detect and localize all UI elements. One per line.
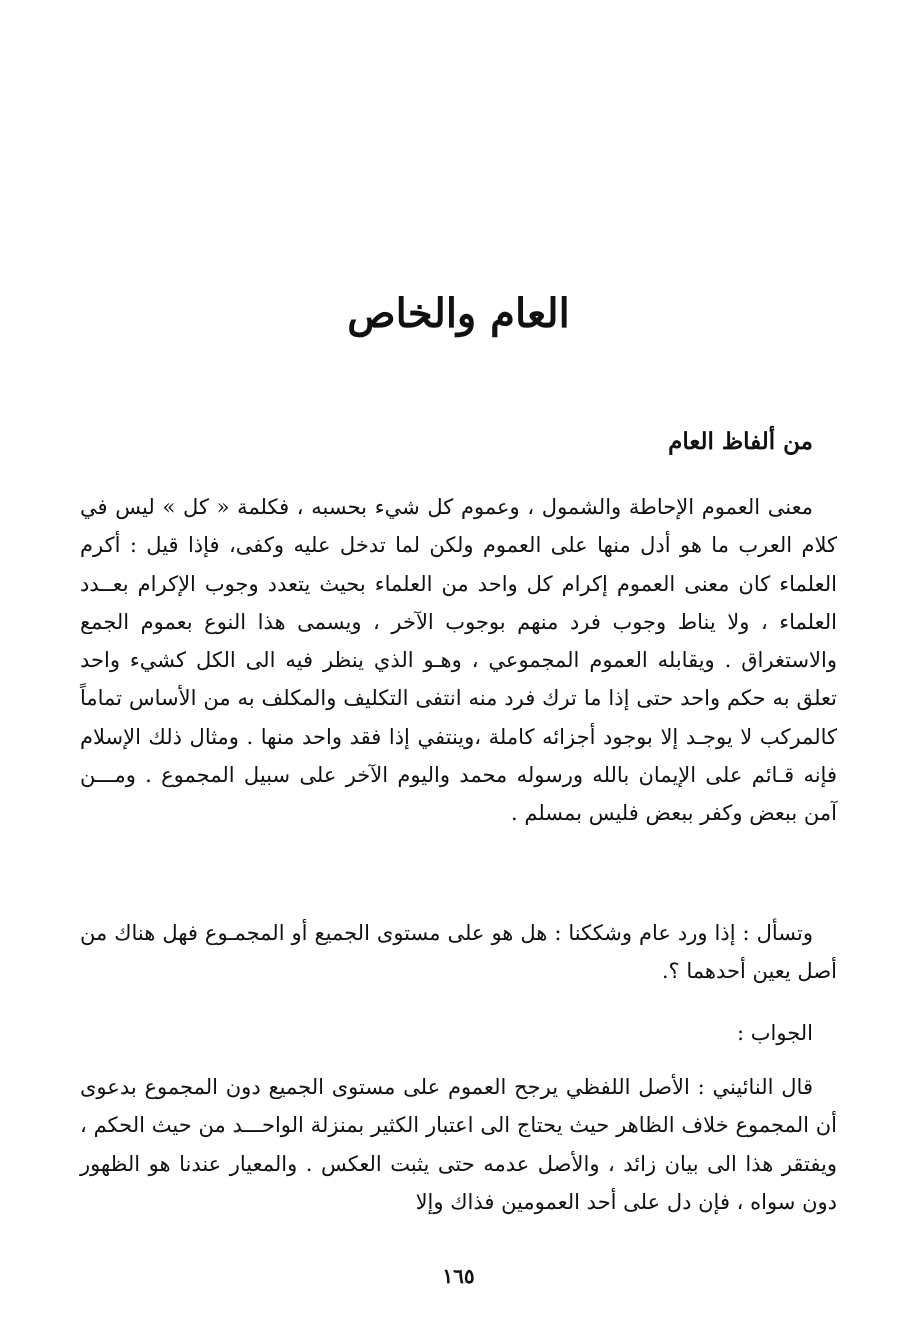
section-subheading: من ألفاظ العام	[668, 428, 813, 455]
paragraph-generality-meaning: معنى العموم الإحاطة والشمول ، وعموم كل شيء بحسبه ، فكلمة « كل » ليس في كلام العرب ما هو أدل منها على العموم ولكن لما تدخل عليه وكفى، فإذا قيل : أكرم العلماء كان معنى العموم إكرام كل واحد من العلماء بحيث يتعدد وجوب الإكرام بعــدد العلماء ، ولا يناط وجوب فرد منهم بوجوب الآخر ، ويسمى هذا النوع بعموم الجمع والاستغراق . ويقابله العموم المجموعي ، وهـو الذي ينظر فيه الى الكل كشيء واحد تعلق به حكم واحد حتى إذا ما ترك فرد منه انتفى التكليف والمكلف به من الأساس تماماً كالمركب لا يوجـد إلا بوجود أجزائه كاملة ،وينتفي إذا فقد واحد منها . ومثال ذلك الإسلام فإنه قـائم على الإيمان بالله ورسوله محمد واليوم الآخر على سبيل المجموع . ومـــن آمن ببعض وكفر ببعض فليس بمسلم .	[80, 495, 837, 826]
paragraph-answer-label: الجواب :	[737, 1021, 813, 1045]
paragraph-question: وتسأل : إذا ورد عام وشككنا : هل هو على مستوى الجميع أو المجمـوع فهل هناك من أصل يعين أحدهما ؟.	[80, 921, 837, 984]
page-number: ١٦٥	[442, 1264, 475, 1288]
paragraph-naini-view: قال النائيني : الأصل اللفظي يرجح العموم على مستوى الجميع دون المجموع بدعوى أن المجموع خلاف الظاهر حيث يحتاج الى اعتبار الكثير بمنزلة الواحـــد من حيث الحكم ، ويفتقر هذا الى بيان زائد ، والأصل عدمه حتى يثبت العكس . والمعيار عندنا هو الظهور دون سواه ، فإن دل على أحد العمومين فذاك وإلا	[80, 1075, 837, 1214]
chapter-title: العام والخاص	[347, 290, 570, 337]
